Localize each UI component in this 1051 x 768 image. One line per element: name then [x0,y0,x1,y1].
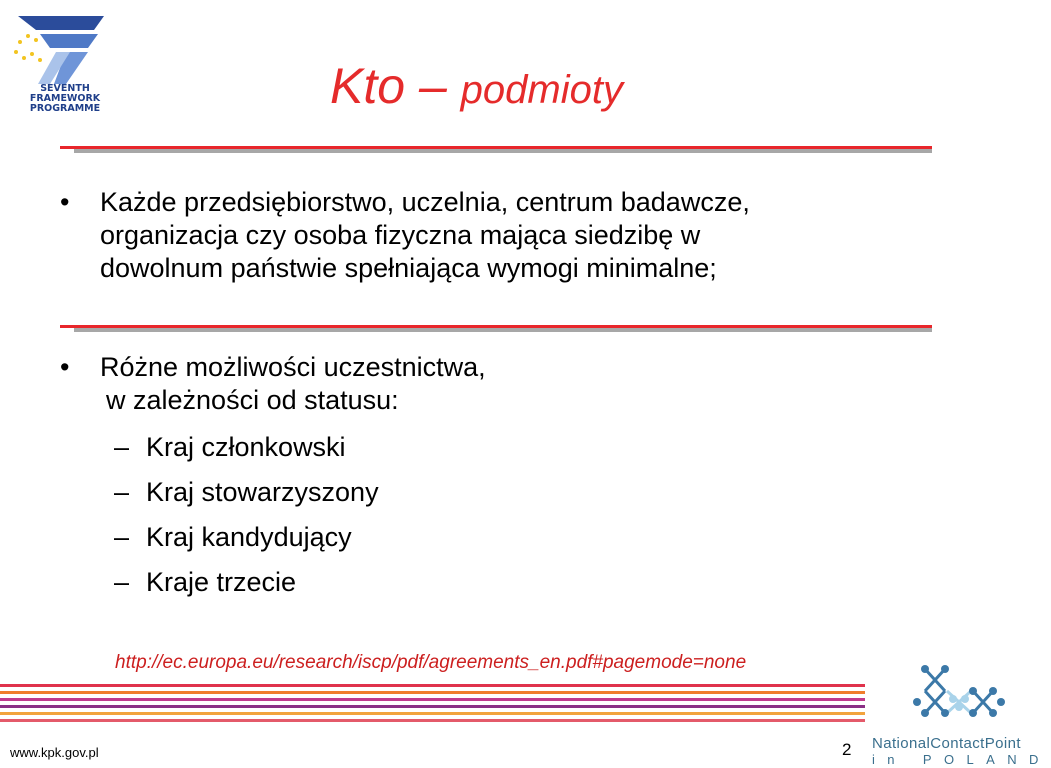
sub-list-marker: – [114,477,130,507]
sub-list-item [114,515,379,560]
sub-list-item [114,470,379,515]
bullet-line: dowolnum państwie spełniająca wymogi minimalne; [100,253,717,283]
footer-stripe [0,712,865,715]
fp7-caption-line2: PROGRAMME [29,103,101,114]
sub-list-item [114,425,379,470]
footer-stripe [0,705,865,708]
ncp-country: in POLAND [872,752,1051,767]
slide-title [330,56,623,120]
bullet-line: organizacja czy osoba fizyczna mająca siedzibę w [100,220,701,250]
sub-list-text: Kraj członkowski [146,432,346,462]
ncp-name: NationalContactPoint [872,735,1021,752]
ncp-molecule-logo-icon [895,655,1015,735]
bullet-marker: • [60,352,70,382]
fp7-caption-line1: SEVENTH FRAMEWORK [29,83,101,104]
title-divider [60,146,932,153]
sub-list-marker: – [114,522,130,552]
sub-list-marker: – [114,567,130,597]
fp7-logo-caption [4,84,126,114]
bullet-line: Każde przedsiębiorstwo, uczelnia, centrum badawcze, [100,187,750,217]
slide-title-sub: podmioty [460,68,623,112]
bullet-marker: • [60,187,70,217]
sub-list-marker: – [114,432,130,462]
section-divider [60,325,932,332]
sub-list [114,425,379,605]
sub-list-item [114,560,379,605]
footer-stripes [0,684,865,726]
bullet-text [100,186,750,285]
sub-list-text: Kraj stowarzyszony [146,477,379,507]
footer-url: www.kpk.gov.pl [10,745,99,760]
sub-list-text: Kraje trzecie [146,567,297,597]
bullet-text [100,351,486,417]
footer-stripe [0,684,865,687]
bullet-line: Różne możliwości uczestnictwa, [100,352,486,382]
sub-list-text: Kraj kandydujący [146,522,352,552]
page-number: 2 [842,740,852,759]
bullet-line: w zależności od statusu: [106,385,399,415]
agreements-link[interactable]: http://ec.europa.eu/research/iscp/pdf/agreements_en.pdf#pagemode=none [115,652,747,673]
footer-stripe [0,691,865,694]
footer-stripe [0,698,865,701]
slide-title-main: Kto – [330,58,447,114]
footer-stripe [0,719,865,722]
